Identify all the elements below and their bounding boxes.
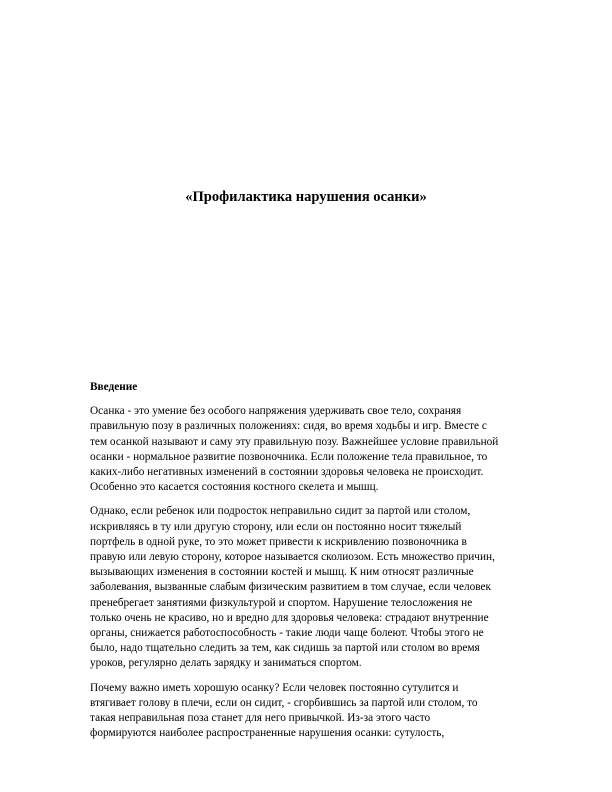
paragraph-line: уроков, регулярно делать зарядку и заниматься спортом. — [90, 657, 362, 670]
paragraph-line: органы, снижается работоспособность - такие люди чаще болеют. Чтобы этого не — [90, 627, 484, 640]
paragraph-line: вызывающих изменения в состоянии костей и мышц. К ним относят различные — [90, 566, 474, 579]
paragraph-1 — [90, 404, 526, 495]
paragraph-line: такая неправильная поза станет для него привычкой. Из-за этого часто — [90, 712, 431, 725]
paragraph-line: осанки - нормальное развитие позвоночника. Если положение тела правильное, то — [90, 450, 488, 463]
paragraph-line: пренебрегает занятиями физкультурой и спортом. Нарушение телосложения не — [90, 596, 473, 609]
paragraph-line: Особенно это касается состояния костного скелета и мышц. — [90, 481, 379, 494]
paragraph-3 — [90, 681, 526, 742]
paragraph-line: искривляясь в ту или другую сторону, или если он постоянно носит тяжелый — [90, 520, 462, 533]
paragraph-line: Почему важно иметь хорошую осанку? Если человек постоянно сутулится и — [90, 681, 459, 694]
paragraph-line: было, надо тщательно следить за тем, как сидишь за партой или столом во время — [90, 642, 480, 655]
paragraph-line: правильную позу в различных положениях: сидя, во время ходьбы и игр. Вместе с — [90, 420, 487, 433]
paragraph-line: тем осанкой называют и саму эту правильную позу. Важнейшее условие правильной — [90, 435, 499, 448]
paragraph-line: формируются наиболее распространенные нарушения осанки: сутулость, — [90, 727, 445, 740]
paragraph-2 — [90, 504, 526, 671]
paragraph-line: каких-либо негативных изменений в состоянии здоровья человека не происходит. — [90, 466, 484, 479]
document-body — [90, 380, 526, 750]
document-title: «Профилактика нарушения осанки» — [185, 189, 427, 205]
paragraph-line: только очень не красиво, но и вредно для здоровья человека: страдают внутренние — [90, 611, 489, 624]
paragraph-line: Осанка - это умение без особого напряжения удерживать свое тело, сохраняя — [90, 405, 462, 418]
paragraph-line: втягивает голову в плечи, если он сидит, - сгорбившись за партой или столом, то — [90, 696, 478, 709]
paragraph-line: портфель в одной руке, то это может привести к искривлению позвоночника в — [90, 535, 467, 548]
paragraph-line: правую или левую сторону, которое называется сколиозом. Есть множество причин, — [90, 551, 495, 564]
paragraph-line: заболевания, вызванные слабым физическим развитием в том случае, если человек — [90, 581, 492, 594]
section-heading: Введение — [90, 381, 138, 393]
paragraph-line: Однако, если ребенок или подросток неправильно сидит за партой или столом, — [90, 505, 471, 518]
